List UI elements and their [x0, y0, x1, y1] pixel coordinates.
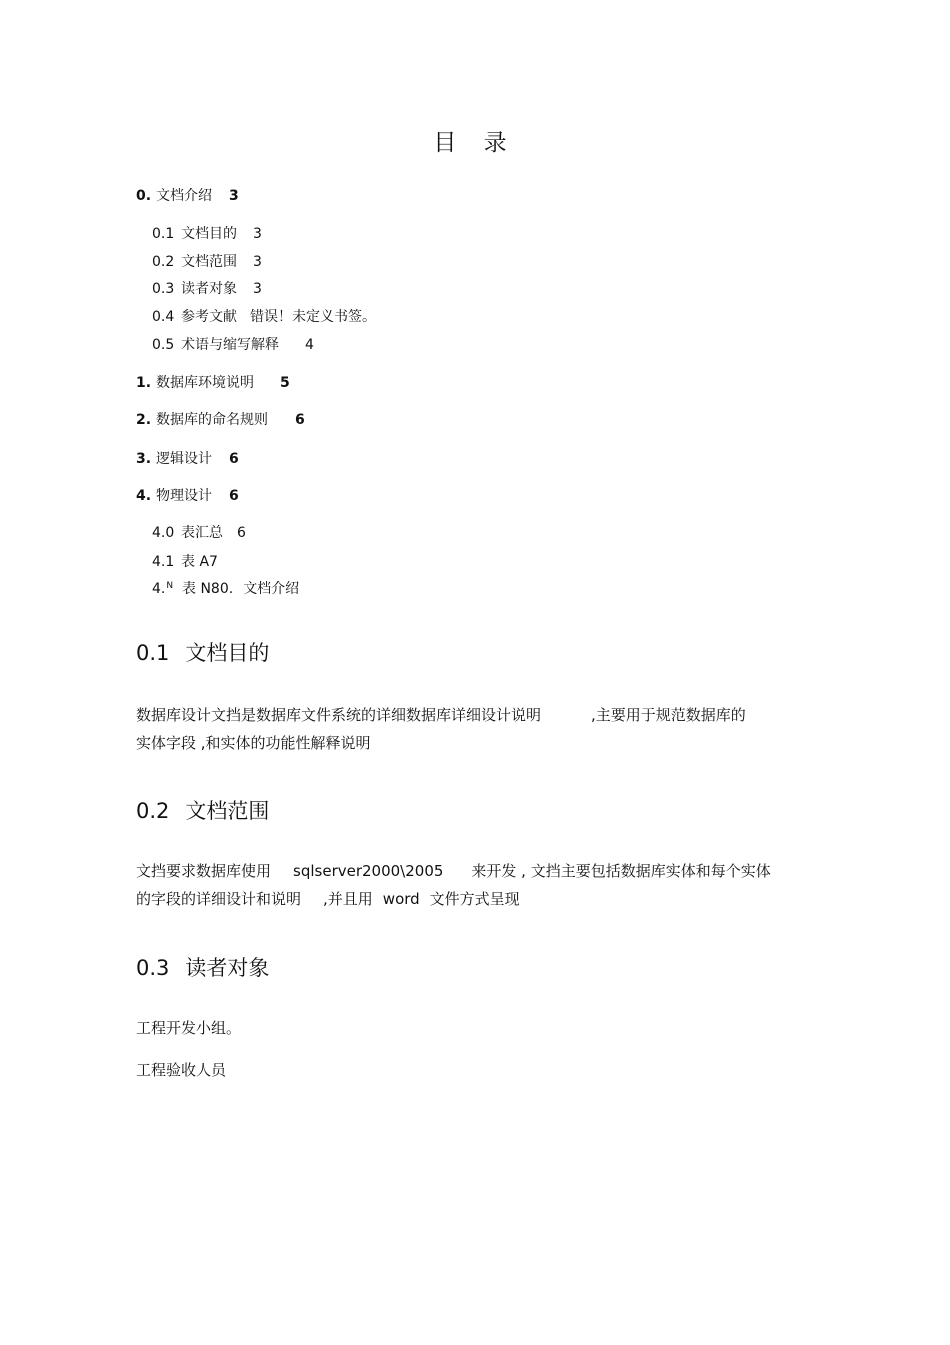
paragraph-line: 数据库设计文挡是数据库文件系统的详细数据库详细设计说明 ,主要用于规范数据库的 — [136, 706, 746, 724]
toc-entry[interactable]: 0.5 术语与缩写解释 4 — [152, 337, 314, 353]
toc-entry[interactable]: 4. 物理设计 6 — [136, 488, 239, 504]
toc-entry[interactable]: 4.0 表汇总 6 — [152, 525, 246, 541]
toc-entry[interactable]: 0. 文档介绍 3 — [136, 188, 239, 204]
toc-entry[interactable]: 0.2 文档范围 3 — [152, 254, 262, 270]
paragraph-line: 工程开发小组。 — [136, 1019, 242, 1037]
section-heading: 0.1 文档目的 — [136, 641, 270, 665]
section-heading: 0.3 读者对象 — [136, 956, 270, 980]
toc-entry[interactable]: 4.1 表 A7 — [152, 554, 218, 570]
paragraph-line: 的字段的详细设计和说明 ,并且用 word 文件方式呈现 — [136, 890, 520, 908]
toc-entry[interactable]: 0.3 读者对象 3 — [152, 281, 262, 297]
section-heading: 0.2 文档范围 — [136, 799, 270, 823]
toc-entry[interactable]: 2. 数据库的命名规则 6 — [136, 412, 305, 428]
paragraph-line: 文挡要求数据库使用 sqlserver2000\2005 来开发 , 文挡主要包括数据库实体和每个实体 — [136, 862, 771, 880]
paragraph-line: 实体字段 ,和实体的功能性解释说明 — [136, 734, 371, 752]
toc-entry[interactable]: 4.$^N$ 表 N80. 文档介绍 — [152, 581, 300, 597]
toc-entry[interactable]: 0.4 参考文献 错误！未定义书签。 — [152, 309, 376, 325]
paragraph-line: 工程验收人员 — [136, 1061, 227, 1079]
toc-entry[interactable]: 0.1 文档目的 3 — [152, 226, 262, 242]
toc-entry[interactable]: 3. 逻辑设计 6 — [136, 451, 239, 467]
toc-title: 目 录 — [433, 130, 517, 156]
toc-entry[interactable]: 1. 数据库环境说明 5 — [136, 375, 290, 391]
